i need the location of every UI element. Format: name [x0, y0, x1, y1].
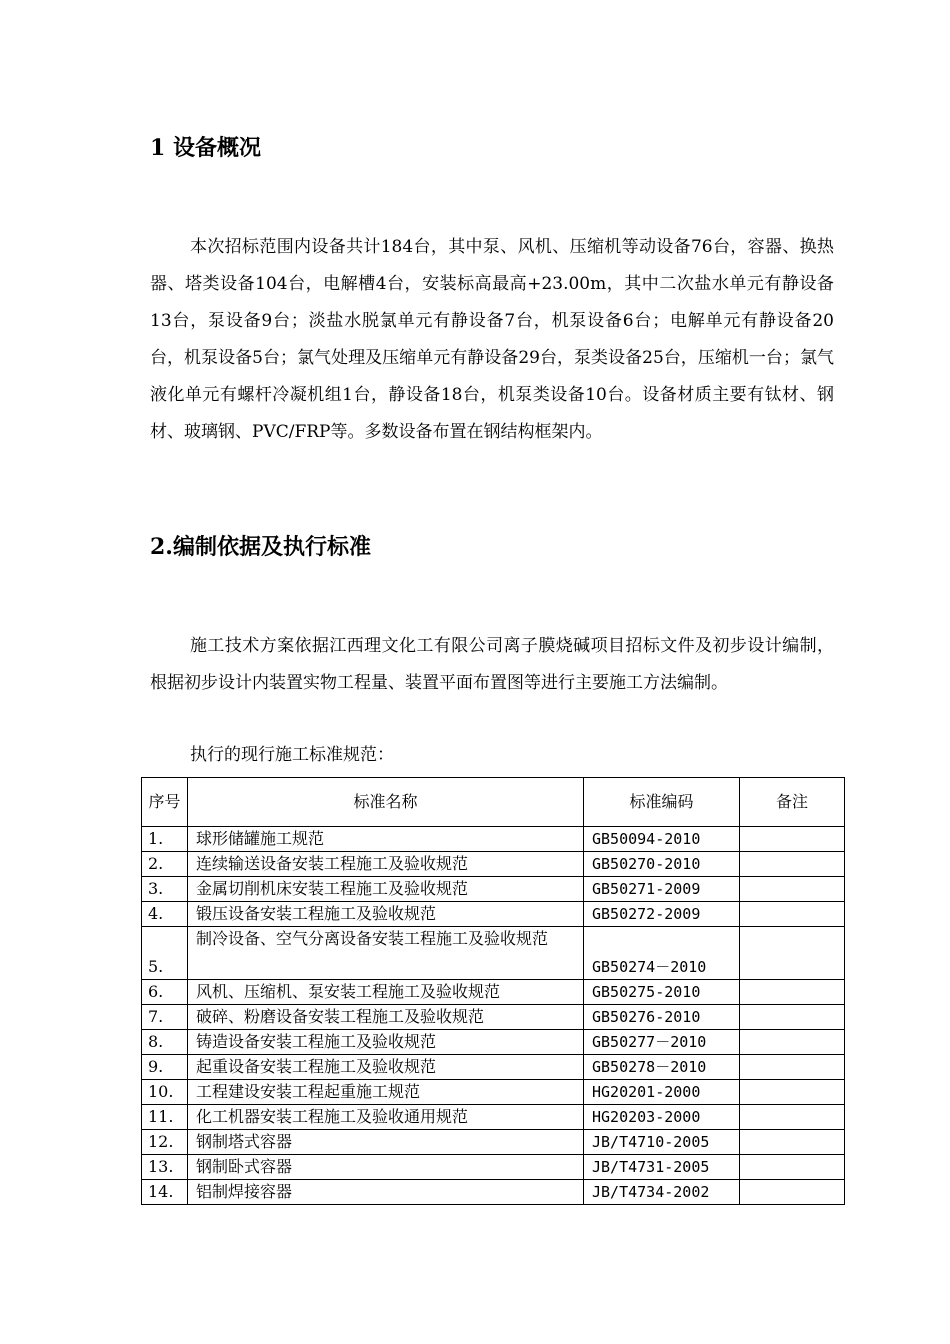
row-code: GB50277－2010	[584, 1030, 740, 1055]
table-row	[142, 1080, 845, 1105]
row-name: 球形储罐施工规范	[188, 827, 584, 852]
table-row	[142, 852, 845, 877]
table-row	[142, 1130, 845, 1155]
row-name: 破碎、粉磨设备安装工程施工及验收规范	[188, 1005, 584, 1030]
row-note	[740, 1005, 845, 1030]
standards-table	[141, 777, 845, 1205]
section-1-heading: 1 设备概况	[150, 135, 261, 161]
row-no: 14.	[142, 1180, 188, 1205]
table-row	[142, 827, 845, 852]
row-no: 10.	[142, 1080, 188, 1105]
row-code: GB50271-2009	[584, 877, 740, 902]
standards-intro: 执行的现行施工标准规范：	[190, 745, 394, 765]
row-code: GB50276-2010	[584, 1005, 740, 1030]
row-code: HG20203-2000	[584, 1105, 740, 1130]
row-note	[740, 1130, 845, 1155]
row-name: 起重设备安装工程施工及验收规范	[188, 1055, 584, 1080]
table-row	[142, 1055, 845, 1080]
row-name: 工程建设安装工程起重施工规范	[188, 1080, 584, 1105]
header-code: 标准编码	[584, 778, 740, 827]
row-no: 9.	[142, 1055, 188, 1080]
row-note	[740, 1105, 845, 1130]
row-note	[740, 1080, 845, 1105]
row-no: 8.	[142, 1030, 188, 1055]
section-2-paragraph: 施工技术方案依据江西理文化工有限公司离子膜烧碱项目招标文件及初步设计编制，根据初步设计内装置实物工程量、装置平面布置图等进行主要施工方法编制。	[150, 636, 834, 693]
table-row	[142, 1180, 845, 1205]
row-note	[740, 1155, 845, 1180]
row-no: 11.	[142, 1105, 188, 1130]
row-no: 2.	[142, 852, 188, 877]
row-no: 5.	[142, 927, 188, 980]
table-row	[142, 877, 845, 902]
row-note	[740, 1180, 845, 1205]
row-name: 铸造设备安装工程施工及验收规范	[188, 1030, 584, 1055]
row-name: 连续输送设备安装工程施工及验收规范	[188, 852, 584, 877]
row-no: 6.	[142, 980, 188, 1005]
row-code: GB50274－2010	[584, 927, 740, 980]
row-name: 风机、压缩机、泵安装工程施工及验收规范	[188, 980, 584, 1005]
row-note	[740, 927, 845, 980]
row-note	[740, 1055, 845, 1080]
row-name: 化工机器安装工程施工及验收通用规范	[188, 1105, 584, 1130]
row-code: JB/T4734-2002	[584, 1180, 740, 1205]
table-row	[142, 902, 845, 927]
table-row	[142, 927, 845, 980]
row-name: 锻压设备安装工程施工及验收规范	[188, 902, 584, 927]
table-row	[142, 1005, 845, 1030]
header-note: 备注	[740, 778, 845, 827]
row-no: 12.	[142, 1130, 188, 1155]
row-no: 4.	[142, 902, 188, 927]
row-no: 1.	[142, 827, 188, 852]
row-name: 制冷设备、空气分离设备安装工程施工及验收规范	[188, 927, 584, 980]
row-code: HG20201-2000	[584, 1080, 740, 1105]
row-no: 7.	[142, 1005, 188, 1030]
row-code: GB50094-2010	[584, 827, 740, 852]
row-note	[740, 902, 845, 927]
header-name: 标准名称	[188, 778, 584, 827]
row-name: 金属切削机床安装工程施工及验收规范	[188, 877, 584, 902]
section-2-heading: 2.编制依据及执行标准	[150, 534, 371, 560]
table-row	[142, 1155, 845, 1180]
row-name: 钢制卧式容器	[188, 1155, 584, 1180]
row-note	[740, 827, 845, 852]
table-row	[142, 980, 845, 1005]
row-name: 铝制焊接容器	[188, 1180, 584, 1205]
row-code: JB/T4710-2005	[584, 1130, 740, 1155]
row-code: JB/T4731-2005	[584, 1155, 740, 1180]
row-code: GB50275-2010	[584, 980, 740, 1005]
table-header-row	[142, 778, 845, 827]
row-name: 钢制塔式容器	[188, 1130, 584, 1155]
table-row	[142, 1030, 845, 1055]
row-code: GB50278－2010	[584, 1055, 740, 1080]
table-row	[142, 1105, 845, 1130]
row-note	[740, 1030, 845, 1055]
row-note	[740, 852, 845, 877]
row-no: 3.	[142, 877, 188, 902]
row-code: GB50272-2009	[584, 902, 740, 927]
section-1-paragraph: 本次招标范围内设备共计184台，其中泵、风机、压缩机等动设备76台，容器、换热器、塔类设备104台，电解槽4台，安装标高最高+23.00m，其中二次盐水单元有静设备13台，泵设备9台；淡盐水脱氯单元有静设备7台，机泵设备6台；电解单元有静设备20台，机泵设备5台；氯气处理及压缩单元有静设备29台，泵类设备25台，压缩机一台；氯气液化单元有螺杆冷凝机组1台，静设备18台，机泵类设备10台。设备材质主要有钛材、钢材、玻璃钢、PVC/FRP等。多数设备布置在钢结构框架内。	[150, 237, 834, 442]
header-no: 序号	[142, 778, 188, 827]
row-note	[740, 877, 845, 902]
row-note	[740, 980, 845, 1005]
row-code: GB50270-2010	[584, 852, 740, 877]
row-no: 13.	[142, 1155, 188, 1180]
